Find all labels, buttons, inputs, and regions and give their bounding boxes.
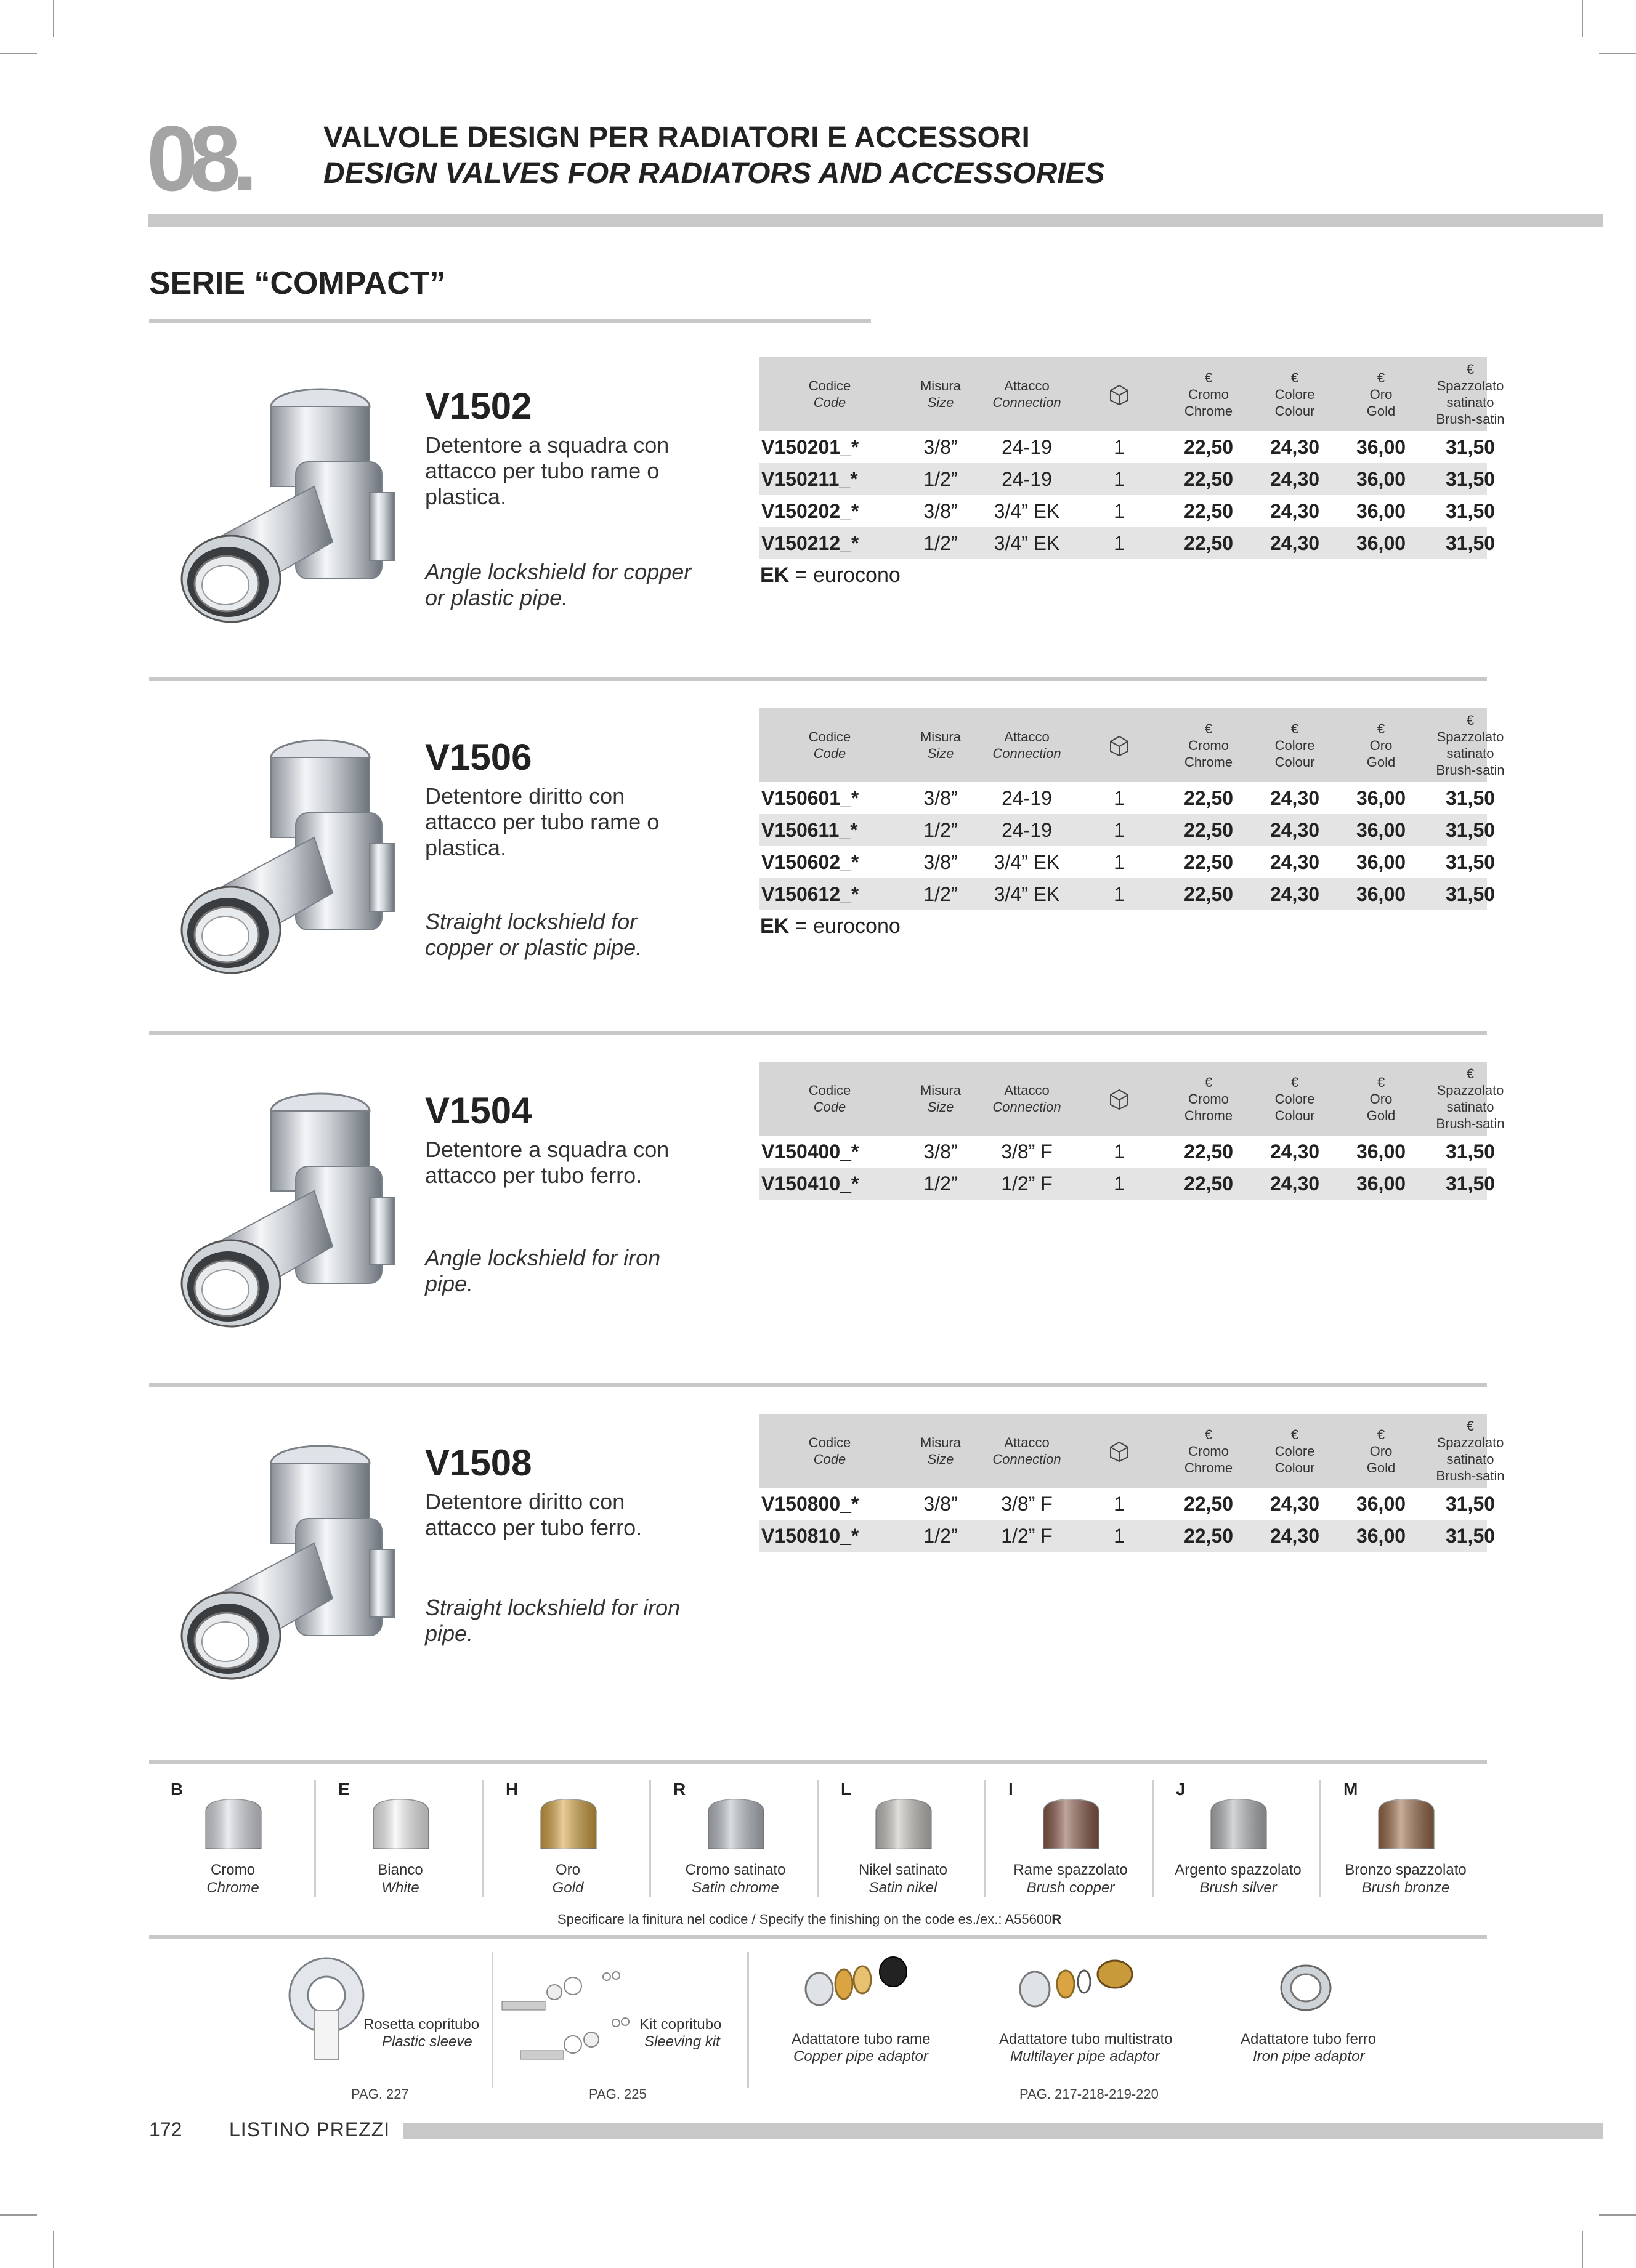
finish-name-it: Bronzo spazzolato [1345, 1862, 1467, 1878]
finish-divider [482, 1780, 484, 1897]
table-row [759, 527, 1496, 559]
cell-chrome-price: 22,50 [1183, 500, 1234, 522]
cell-gold-price: 36,00 [1356, 468, 1406, 490]
crop-mark [1599, 53, 1636, 54]
finish-name-it: Oro [555, 1862, 580, 1878]
cell-connection: 1/2” F [1001, 1172, 1053, 1195]
table-row [759, 1520, 1496, 1552]
product-model: V1504 [425, 1090, 532, 1131]
cell-size: 3/8” [923, 851, 958, 873]
cell-connection: 3/8” F [1001, 1140, 1053, 1163]
page-number: 172 [149, 2118, 182, 2141]
finish-letter: E [338, 1780, 350, 1799]
finish-letter: J [1176, 1780, 1186, 1799]
finish-letter: I [1008, 1780, 1013, 1799]
product-section [0, 1383, 1636, 1716]
cell-brush-price: 31,50 [1445, 532, 1496, 554]
cell-connection: 3/4” EK [994, 532, 1060, 554]
finish-swatch [200, 1793, 267, 1861]
table-row [759, 1136, 1496, 1168]
header-chrome: € Cromo Chrome [1184, 1074, 1233, 1123]
cell-pack: 1 [1114, 1493, 1125, 1515]
finish-swatch [702, 1793, 770, 1861]
table-header [759, 357, 1505, 431]
cell-size: 1/2” [923, 468, 958, 490]
box-icon [1073, 1414, 1165, 1488]
cell-pack: 1 [1114, 851, 1125, 873]
valve-image [172, 382, 407, 628]
table-body [759, 1136, 1496, 1200]
cell-colour-price: 24,30 [1270, 819, 1320, 841]
cell-brush-price: 31,50 [1445, 500, 1496, 522]
cell-colour-price: 24,30 [1270, 787, 1320, 809]
cell-brush-price: 31,50 [1445, 436, 1496, 458]
finish-letter: B [171, 1780, 184, 1799]
crop-mark [1599, 2214, 1636, 2216]
cell-gold-price: 36,00 [1356, 851, 1406, 873]
finish-name-it: Cromo satinato [685, 1862, 786, 1878]
header-chrome: € Cromo Chrome [1184, 720, 1233, 770]
header-gold: € Oro Gold [1366, 369, 1396, 419]
cell-code: V150612_* [761, 883, 859, 905]
cell-brush-price: 31,50 [1445, 819, 1496, 841]
product-section [0, 326, 1636, 659]
series-title: SERIE “COMPACT” [149, 265, 446, 301]
cell-chrome-price: 22,50 [1183, 883, 1234, 905]
header-code: Codice Code [808, 1083, 851, 1115]
iron-adaptor-image [1275, 1958, 1337, 2014]
series-rule [149, 319, 871, 323]
cell-chrome-price: 22,50 [1183, 851, 1234, 873]
finish-swatch [1205, 1793, 1273, 1861]
table-row [759, 782, 1496, 814]
finish-name-it: Cromo [210, 1862, 255, 1878]
section-rule [149, 677, 1487, 681]
chapter-number: 08. [147, 107, 249, 210]
header-connection: Attacco Connection [992, 1435, 1061, 1467]
multilayer-adaptor-image [1016, 1952, 1152, 2014]
cell-chrome-price: 22,50 [1183, 787, 1234, 809]
description-it: Detentore a squadra con attacco per tubo rame o plastica. [425, 432, 670, 509]
table-row [759, 1168, 1496, 1200]
header-colour: € Colore Colour [1274, 1426, 1315, 1475]
table-header [759, 1414, 1505, 1488]
cell-pack: 1 [1114, 1525, 1125, 1547]
description-en: Angle lockshield for iron pipe. [425, 1245, 661, 1296]
cell-brush-price: 31,50 [1445, 851, 1496, 873]
finish-divider [984, 1780, 986, 1897]
crop-mark [53, 2231, 54, 2268]
cell-connection: 1/2” F [1001, 1525, 1053, 1547]
price-table [759, 1414, 1505, 1552]
header-code: Codice Code [808, 378, 851, 410]
finish-swatch [1037, 1793, 1105, 1861]
chapter-title-en: DESIGN VALVES FOR RADIATORS AND ACCESSORIES [323, 157, 1105, 190]
cell-brush-price: 31,50 [1445, 787, 1496, 809]
crop-mark [0, 53, 37, 54]
crop-mark [0, 2214, 37, 2216]
box-icon [1073, 357, 1165, 431]
finish-letter: H [506, 1780, 519, 1799]
footer-bar [403, 2123, 1603, 2139]
iron-adaptor-en: Iron pipe adaptor [1253, 2048, 1365, 2065]
cell-chrome-price: 22,50 [1183, 1525, 1234, 1547]
crop-mark [1582, 0, 1583, 37]
finish-item [1322, 1774, 1489, 1897]
header-connection: Attacco Connection [992, 729, 1061, 761]
price-table [759, 357, 1505, 591]
finish-divider [817, 1780, 819, 1897]
cell-chrome-price: 22,50 [1183, 1493, 1234, 1515]
cell-connection: 24-19 [1002, 468, 1052, 490]
section-rule [149, 1031, 1487, 1035]
description-it: Detentore diritto con attacco per tubo ferro. [425, 1489, 642, 1540]
header-brush-satin: € Spazzolato satinato Brush-satin [1436, 1066, 1505, 1131]
header-chrome: € Cromo Chrome [1184, 369, 1233, 419]
finish-name-en: Satin nikel [869, 1879, 937, 1896]
finish-item [819, 1774, 987, 1897]
finish-divider [1152, 1780, 1154, 1897]
valve-image [172, 1086, 407, 1333]
cell-size: 3/8” [923, 1140, 958, 1163]
price-table [759, 1062, 1505, 1200]
kit-label-it: Kit copritubo [639, 2016, 722, 2033]
cell-gold-price: 36,00 [1356, 819, 1406, 841]
cell-brush-price: 31,50 [1445, 1140, 1496, 1163]
header-brush-satin: € Spazzolato satinato Brush-satin [1436, 361, 1505, 427]
finish-item [652, 1774, 819, 1897]
header-brush-satin: € Spazzolato satinato Brush-satin [1436, 1418, 1505, 1483]
finish-name-en: Brush copper [1026, 1879, 1115, 1896]
finish-name-it: Bianco [378, 1862, 423, 1878]
accessory-divider [747, 1952, 749, 2088]
cell-gold-price: 36,00 [1356, 1525, 1406, 1547]
finish-swatch [367, 1793, 435, 1861]
cell-colour-price: 24,30 [1270, 468, 1320, 490]
header-size: Misura Size [920, 1083, 961, 1115]
cell-pack: 1 [1114, 787, 1125, 809]
crop-mark [1582, 2231, 1583, 2268]
table-header [759, 708, 1505, 782]
cell-chrome-price: 22,50 [1183, 532, 1234, 554]
finish-name-en: Brush bronze [1361, 1879, 1450, 1896]
header-size: Misura Size [920, 729, 961, 761]
cell-code: V150410_* [761, 1172, 859, 1195]
finish-divider [649, 1780, 651, 1897]
table-row [759, 495, 1496, 527]
section-rule [149, 1383, 1487, 1387]
finish-rule-bottom [149, 1935, 1487, 1939]
table-body [759, 782, 1496, 942]
header-brush-satin: € Spazzolato satinato Brush-satin [1436, 712, 1505, 778]
product-model: V1506 [425, 736, 532, 778]
cell-size: 3/8” [923, 1493, 958, 1515]
header-gold: € Oro Gold [1366, 720, 1396, 770]
price-table [759, 708, 1505, 942]
finish-name-en: Satin chrome [692, 1879, 779, 1896]
description-it: Detentore a squadra con attacco per tubo ferro. [425, 1137, 670, 1188]
header-size: Misura Size [920, 378, 961, 410]
kit-label-en: Sleeving kit [644, 2033, 720, 2050]
cell-chrome-price: 22,50 [1183, 468, 1234, 490]
table-header [759, 1062, 1505, 1136]
finish-letter: R [673, 1780, 686, 1799]
finish-swatch [1372, 1793, 1440, 1861]
finish-item [149, 1774, 317, 1897]
finish-divider [314, 1780, 316, 1897]
cell-code: V150400_* [761, 1140, 859, 1163]
cell-size: 3/8” [923, 436, 958, 458]
multilayer-adaptor-it: Adattatore tubo multistrato [999, 2031, 1173, 2048]
crop-mark [53, 0, 54, 37]
cell-colour-price: 24,30 [1270, 500, 1320, 522]
cell-code: V150800_* [761, 1493, 859, 1515]
cell-size: 3/8” [923, 787, 958, 809]
header-colour: € Colore Colour [1274, 369, 1315, 419]
cell-gold-price: 36,00 [1356, 1140, 1406, 1163]
cell-pack: 1 [1114, 532, 1125, 554]
cell-connection: 24-19 [1002, 436, 1052, 458]
product-model: V1502 [425, 385, 532, 427]
table-row [759, 878, 1496, 910]
finish-name-it: Rame spazzolato [1013, 1862, 1128, 1878]
rosetta-label-it: Rosetta copritubo [363, 2016, 480, 2033]
finish-letter: M [1343, 1780, 1358, 1799]
cell-size: 1/2” [923, 819, 958, 841]
valve-image [172, 1439, 407, 1685]
table-row [759, 463, 1496, 495]
cell-brush-price: 31,50 [1445, 1493, 1496, 1515]
cell-pack: 1 [1114, 500, 1125, 522]
cell-code: V150810_* [761, 1525, 859, 1547]
description-en: Angle lockshield for copper or plastic pipe. [425, 559, 692, 610]
finish-divider [1319, 1780, 1321, 1897]
cell-colour-price: 24,30 [1270, 436, 1320, 458]
cell-pack: 1 [1114, 819, 1125, 841]
cell-connection: 3/8” F [1001, 1493, 1053, 1515]
cell-colour-price: 24,30 [1270, 1493, 1320, 1515]
finish-swatch [870, 1793, 937, 1861]
accessory-divider [492, 1952, 493, 2088]
finish-item [484, 1774, 652, 1897]
table-row [759, 814, 1496, 846]
cell-pack: 1 [1114, 1140, 1125, 1163]
cell-size: 1/2” [923, 1525, 958, 1547]
finish-note: Specificare la finitura nel codice / Specify the finishing on the code es./ex.: A55600R [557, 1911, 1062, 1927]
cell-code: V150611_* [761, 819, 858, 841]
valve-image [172, 733, 407, 979]
rosetta-page: PAG. 227 [351, 2086, 409, 2102]
table-body [759, 431, 1496, 591]
table-row [759, 1488, 1496, 1520]
table-row [759, 431, 1496, 463]
header-code: Codice Code [808, 729, 851, 761]
cell-pack: 1 [1114, 883, 1125, 905]
finish-item [317, 1774, 484, 1897]
cell-brush-price: 31,50 [1445, 883, 1496, 905]
description-en: Straight lockshield for iron pipe. [425, 1595, 681, 1646]
copper-adaptor-image [801, 1952, 924, 2014]
description-en: Straight lockshield for copper or plastic pipe. [425, 909, 642, 960]
cell-code: V150202_* [761, 500, 859, 522]
cell-colour-price: 24,30 [1270, 883, 1320, 905]
cell-pack: 1 [1114, 436, 1125, 458]
rosetta-label-en: Plastic sleeve [382, 2033, 472, 2050]
ek-legend: EK = eurocono [760, 563, 901, 587]
box-icon [1073, 1062, 1165, 1136]
cell-code: V150601_* [761, 787, 859, 809]
table-body [759, 1488, 1496, 1552]
finish-name-it: Nikel satinato [858, 1862, 948, 1878]
cell-gold-price: 36,00 [1356, 787, 1406, 809]
header-gold: € Oro Gold [1366, 1426, 1396, 1475]
cell-size: 1/2” [923, 883, 958, 905]
cell-connection: 24-19 [1002, 787, 1052, 809]
multilayer-adaptor-en: Multilayer pipe adaptor [1010, 2048, 1160, 2065]
cell-gold-price: 36,00 [1356, 1172, 1406, 1195]
product-model: V1508 [425, 1442, 532, 1483]
finish-name-en: Chrome [206, 1879, 259, 1896]
cell-colour-price: 24,30 [1270, 1140, 1320, 1163]
cell-gold-price: 36,00 [1356, 883, 1406, 905]
cell-gold-price: 36,00 [1356, 436, 1406, 458]
cell-code: V150212_* [761, 532, 859, 554]
cell-colour-price: 24,30 [1270, 851, 1320, 873]
finish-name-en: Brush silver [1199, 1879, 1277, 1896]
cell-gold-price: 36,00 [1356, 532, 1406, 554]
cell-brush-price: 31,50 [1445, 1525, 1496, 1547]
cell-size: 3/8” [923, 500, 958, 522]
chapter-title-it: VALVOLE DESIGN PER RADIATORI E ACCESSORI [323, 121, 1030, 154]
header-connection: Attacco Connection [992, 1083, 1061, 1115]
copper-adaptor-en: Copper pipe adaptor [793, 2048, 928, 2065]
product-section [0, 677, 1636, 1010]
header-bar [148, 214, 1603, 227]
sleeving-kit-image [499, 1958, 634, 2075]
description-it: Detentore diritto con attacco per tubo rame o plastica. [425, 783, 660, 860]
cell-chrome-price: 22,50 [1183, 1140, 1234, 1163]
header-connection: Attacco Connection [992, 378, 1061, 410]
cell-pack: 1 [1114, 468, 1125, 490]
cell-gold-price: 36,00 [1356, 1493, 1406, 1515]
box-icon [1073, 708, 1165, 782]
cell-brush-price: 31,50 [1445, 1172, 1496, 1195]
cell-connection: 3/4” EK [994, 883, 1060, 905]
finish-letter: L [841, 1780, 852, 1799]
footer-label: LISTINO PREZZI [229, 2118, 391, 2141]
cell-size: 1/2” [923, 532, 958, 554]
adaptor-page: PAG. 217-218-219-220 [1019, 2086, 1159, 2102]
header-chrome: € Cromo Chrome [1184, 1426, 1233, 1475]
cell-code: V150201_* [761, 436, 859, 458]
cell-size: 1/2” [923, 1172, 958, 1195]
ek-legend: EK = eurocono [760, 914, 901, 938]
finish-name-it: Argento spazzolato [1175, 1862, 1302, 1878]
product-section [0, 1031, 1636, 1363]
cell-connection: 24-19 [1002, 819, 1052, 841]
cell-brush-price: 31,50 [1445, 468, 1496, 490]
cell-chrome-price: 22,50 [1183, 1172, 1234, 1195]
header-size: Misura Size [920, 1435, 961, 1467]
finish-item [987, 1774, 1154, 1897]
header-colour: € Colore Colour [1274, 1074, 1315, 1123]
finish-item [1154, 1774, 1322, 1897]
copper-adaptor-it: Adattatore tubo rame [792, 2031, 931, 2048]
header-code: Codice Code [808, 1435, 851, 1467]
header-gold: € Oro Gold [1366, 1074, 1396, 1123]
cell-connection: 3/4” EK [994, 851, 1060, 873]
cell-gold-price: 36,00 [1356, 500, 1406, 522]
cell-colour-price: 24,30 [1270, 1172, 1320, 1195]
rosetta-image [283, 1952, 370, 2075]
header-colour: € Colore Colour [1274, 720, 1315, 770]
cell-chrome-price: 22,50 [1183, 436, 1234, 458]
finish-name-en: Gold [552, 1879, 584, 1896]
cell-code: V150211_* [761, 468, 858, 490]
finish-name-en: White [381, 1879, 419, 1896]
table-row [759, 846, 1496, 878]
cell-pack: 1 [1114, 1172, 1125, 1195]
kit-page: PAG. 225 [589, 2086, 647, 2102]
finish-rule [149, 1760, 1487, 1764]
cell-colour-price: 24,30 [1270, 532, 1320, 554]
cell-colour-price: 24,30 [1270, 1525, 1320, 1547]
finish-swatch [535, 1793, 602, 1861]
cell-code: V150602_* [761, 851, 859, 873]
cell-chrome-price: 22,50 [1183, 819, 1234, 841]
cell-connection: 3/4” EK [994, 500, 1060, 522]
iron-adaptor-it: Adattatore tubo ferro [1241, 2031, 1377, 2048]
